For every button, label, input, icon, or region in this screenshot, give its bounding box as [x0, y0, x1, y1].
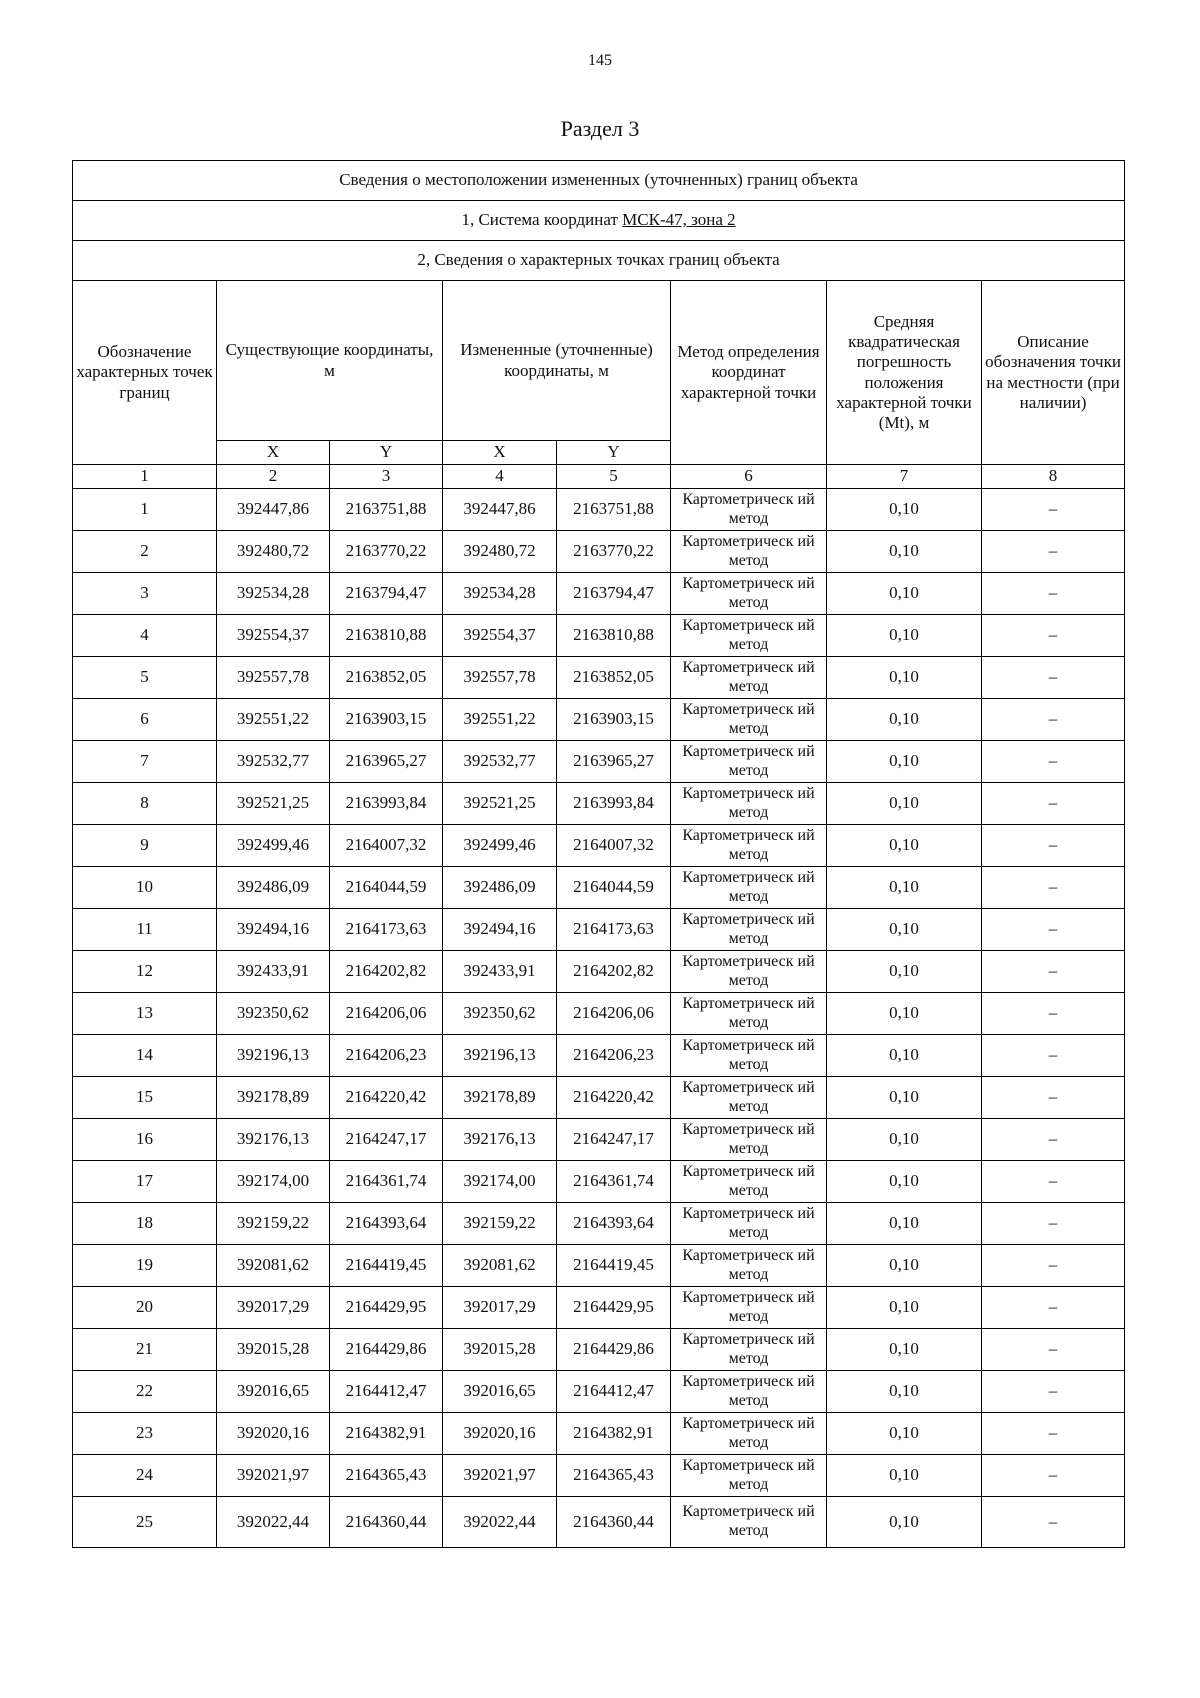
cell-changed-y: 2163993,84 — [557, 783, 671, 825]
cell-mean-error: 0,10 — [827, 489, 982, 531]
cell-existing-y: 2164007,32 — [330, 825, 443, 867]
coordinate-system-line — [73, 201, 1125, 241]
cell-method: Картометрическ ий метод — [671, 1371, 827, 1413]
cell-changed-x: 392557,78 — [443, 657, 557, 699]
cell-existing-y: 2164361,74 — [330, 1161, 443, 1203]
cell-changed-x: 392020,16 — [443, 1413, 557, 1455]
cell-method: Картометрическ ий метод — [671, 1329, 827, 1371]
cell-existing-x: 392521,25 — [217, 783, 330, 825]
cell-mean-error: 0,10 — [827, 741, 982, 783]
cell-existing-x: 392159,22 — [217, 1203, 330, 1245]
cell-existing-x: 392557,78 — [217, 657, 330, 699]
cell-existing-y: 2163770,22 — [330, 531, 443, 573]
cell-existing-y: 2164247,17 — [330, 1119, 443, 1161]
cell-point-number: 13 — [73, 993, 217, 1035]
cell-method: Картометрическ ий метод — [671, 699, 827, 741]
cell-description: – — [982, 1245, 1125, 1287]
cell-method: Картометрическ ий метод — [671, 783, 827, 825]
cell-changed-x: 392178,89 — [443, 1077, 557, 1119]
cell-changed-y: 2164206,06 — [557, 993, 671, 1035]
cell-existing-y: 2164173,63 — [330, 909, 443, 951]
column-number: 7 — [827, 465, 982, 489]
cell-existing-x: 392174,00 — [217, 1161, 330, 1203]
cell-changed-x: 392021,97 — [443, 1455, 557, 1497]
cell-existing-y: 2164044,59 — [330, 867, 443, 909]
points-caption: 2, Сведения о характерных точках границ объекта — [73, 241, 1125, 281]
table-row — [73, 1287, 1125, 1329]
cell-method: Картометрическ ий метод — [671, 531, 827, 573]
cell-description: – — [982, 615, 1125, 657]
cell-existing-x: 392176,13 — [217, 1119, 330, 1161]
cell-existing-x: 392447,86 — [217, 489, 330, 531]
cell-point-number: 17 — [73, 1161, 217, 1203]
table-row — [73, 1119, 1125, 1161]
cell-changed-x: 392350,62 — [443, 993, 557, 1035]
cell-description: – — [982, 825, 1125, 867]
cell-changed-x: 392486,09 — [443, 867, 557, 909]
cell-method: Картометрическ ий метод — [671, 1119, 827, 1161]
cell-point-number: 12 — [73, 951, 217, 993]
cell-method: Картометрическ ий метод — [671, 951, 827, 993]
table-row — [73, 993, 1125, 1035]
table-row — [73, 1413, 1125, 1455]
table-row — [73, 741, 1125, 783]
cell-existing-y: 2164365,43 — [330, 1455, 443, 1497]
cell-existing-x: 392532,77 — [217, 741, 330, 783]
cell-method: Картометрическ ий метод — [671, 1035, 827, 1077]
cell-existing-y: 2163810,88 — [330, 615, 443, 657]
cell-existing-y: 2164220,42 — [330, 1077, 443, 1119]
cell-changed-x: 392433,91 — [443, 951, 557, 993]
cell-changed-y: 2164247,17 — [557, 1119, 671, 1161]
cell-existing-y: 2163794,47 — [330, 573, 443, 615]
cell-changed-y: 2164393,64 — [557, 1203, 671, 1245]
table-row — [73, 489, 1125, 531]
header-existing-y: Y — [330, 441, 443, 465]
cell-existing-y: 2163751,88 — [330, 489, 443, 531]
table-row — [73, 1455, 1125, 1497]
cell-point-number: 4 — [73, 615, 217, 657]
cell-description: – — [982, 1035, 1125, 1077]
cell-point-number: 15 — [73, 1077, 217, 1119]
cell-mean-error: 0,10 — [827, 1287, 982, 1329]
cell-existing-x: 392017,29 — [217, 1287, 330, 1329]
cell-mean-error: 0,10 — [827, 1119, 982, 1161]
cell-changed-x: 392022,44 — [443, 1497, 557, 1548]
cell-description: – — [982, 1497, 1125, 1548]
cell-method: Картометрическ ий метод — [671, 1077, 827, 1119]
cell-mean-error: 0,10 — [827, 1413, 982, 1455]
cell-point-number: 7 — [73, 741, 217, 783]
table-row — [73, 615, 1125, 657]
cell-point-number: 6 — [73, 699, 217, 741]
cell-description: – — [982, 867, 1125, 909]
cell-mean-error: 0,10 — [827, 1329, 982, 1371]
cell-changed-x: 392480,72 — [443, 531, 557, 573]
cell-existing-x: 392350,62 — [217, 993, 330, 1035]
cell-changed-x: 392159,22 — [443, 1203, 557, 1245]
cell-mean-error: 0,10 — [827, 1455, 982, 1497]
cell-existing-y: 2164202,82 — [330, 951, 443, 993]
cell-point-number: 3 — [73, 573, 217, 615]
cell-mean-error: 0,10 — [827, 1203, 982, 1245]
column-numbers-row — [73, 465, 1125, 489]
cell-mean-error: 0,10 — [827, 783, 982, 825]
header-description: Описание обозначения точки на местности (при наличии) — [982, 281, 1125, 465]
table-row — [73, 951, 1125, 993]
cell-changed-y: 2164429,95 — [557, 1287, 671, 1329]
table-row — [73, 1371, 1125, 1413]
coordinate-system-label: 1, Система координат — [461, 210, 623, 230]
cell-changed-y: 2163794,47 — [557, 573, 671, 615]
cell-point-number: 25 — [73, 1497, 217, 1548]
cell-point-number: 8 — [73, 783, 217, 825]
cell-mean-error: 0,10 — [827, 573, 982, 615]
cell-existing-y: 2164429,86 — [330, 1329, 443, 1371]
cell-changed-x: 392534,28 — [443, 573, 557, 615]
table-row — [73, 1203, 1125, 1245]
cell-changed-y: 2164206,23 — [557, 1035, 671, 1077]
header-error: Средняя квадратическая погрешность положения характерной точки (Mt), м — [827, 281, 982, 465]
cell-mean-error: 0,10 — [827, 1161, 982, 1203]
cell-mean-error: 0,10 — [827, 1035, 982, 1077]
cell-changed-y: 2164361,74 — [557, 1161, 671, 1203]
cell-changed-y: 2163903,15 — [557, 699, 671, 741]
cell-description: – — [982, 1413, 1125, 1455]
cell-mean-error: 0,10 — [827, 867, 982, 909]
cell-existing-x: 392196,13 — [217, 1035, 330, 1077]
table-row — [73, 1077, 1125, 1119]
cell-description: – — [982, 1203, 1125, 1245]
header-changed-y: Y — [557, 441, 671, 465]
cell-point-number: 10 — [73, 867, 217, 909]
cell-description: – — [982, 1077, 1125, 1119]
cell-existing-x: 392022,44 — [217, 1497, 330, 1548]
cell-method: Картометрическ ий метод — [671, 1161, 827, 1203]
table-row — [73, 825, 1125, 867]
table-row — [73, 867, 1125, 909]
cell-mean-error: 0,10 — [827, 1245, 982, 1287]
cell-description: – — [982, 699, 1125, 741]
cell-existing-x: 392494,16 — [217, 909, 330, 951]
cell-existing-x: 392534,28 — [217, 573, 330, 615]
cell-existing-x: 392433,91 — [217, 951, 330, 993]
cell-changed-x: 392017,29 — [443, 1287, 557, 1329]
cell-changed-x: 392521,25 — [443, 783, 557, 825]
cell-changed-y: 2164044,59 — [557, 867, 671, 909]
cell-changed-x: 392494,16 — [443, 909, 557, 951]
cell-existing-x: 392551,22 — [217, 699, 330, 741]
cell-method: Картометрическ ий метод — [671, 489, 827, 531]
cell-point-number: 22 — [73, 1371, 217, 1413]
cell-point-number: 5 — [73, 657, 217, 699]
cell-existing-x: 392016,65 — [217, 1371, 330, 1413]
cell-changed-y: 2164419,45 — [557, 1245, 671, 1287]
cell-existing-x: 392554,37 — [217, 615, 330, 657]
coordinate-system-value: МСК-47, зона 2 — [622, 210, 736, 230]
cell-description: – — [982, 1161, 1125, 1203]
cell-point-number: 14 — [73, 1035, 217, 1077]
cell-existing-y: 2164206,23 — [330, 1035, 443, 1077]
cell-changed-y: 2164412,47 — [557, 1371, 671, 1413]
cell-method: Картометрическ ий метод — [671, 573, 827, 615]
cell-method: Картометрическ ий метод — [671, 993, 827, 1035]
cell-mean-error: 0,10 — [827, 825, 982, 867]
cell-changed-x: 392554,37 — [443, 615, 557, 657]
cell-mean-error: 0,10 — [827, 1077, 982, 1119]
cell-mean-error: 0,10 — [827, 531, 982, 573]
column-number: 8 — [982, 465, 1125, 489]
cell-method: Картометрическ ий метод — [671, 909, 827, 951]
cell-existing-y: 2164419,45 — [330, 1245, 443, 1287]
cell-changed-y: 2164202,82 — [557, 951, 671, 993]
cell-description: – — [982, 951, 1125, 993]
table-row — [73, 531, 1125, 573]
cell-existing-x: 392015,28 — [217, 1329, 330, 1371]
cell-existing-x: 392081,62 — [217, 1245, 330, 1287]
cell-point-number: 24 — [73, 1455, 217, 1497]
cell-existing-y: 2163993,84 — [330, 783, 443, 825]
cell-description: – — [982, 1329, 1125, 1371]
cell-point-number: 11 — [73, 909, 217, 951]
header-changed-x: X — [443, 441, 557, 465]
cell-method: Картометрическ ий метод — [671, 1413, 827, 1455]
table-row — [73, 699, 1125, 741]
cell-changed-x: 392176,13 — [443, 1119, 557, 1161]
cell-point-number: 18 — [73, 1203, 217, 1245]
cell-description: – — [982, 1455, 1125, 1497]
cell-existing-y: 2164393,64 — [330, 1203, 443, 1245]
cell-changed-x: 392551,22 — [443, 699, 557, 741]
table-row — [73, 1245, 1125, 1287]
cell-changed-x: 392447,86 — [443, 489, 557, 531]
cell-changed-y: 2164360,44 — [557, 1497, 671, 1548]
cell-existing-y: 2163852,05 — [330, 657, 443, 699]
cell-method: Картометрическ ий метод — [671, 1287, 827, 1329]
table-row — [73, 1497, 1125, 1548]
cell-method: Картометрическ ий метод — [671, 1203, 827, 1245]
cell-existing-x: 392021,97 — [217, 1455, 330, 1497]
cell-mean-error: 0,10 — [827, 699, 982, 741]
cell-mean-error: 0,10 — [827, 615, 982, 657]
cell-point-number: 16 — [73, 1119, 217, 1161]
cell-point-number: 20 — [73, 1287, 217, 1329]
cell-existing-y: 2164412,47 — [330, 1371, 443, 1413]
cell-existing-x: 392020,16 — [217, 1413, 330, 1455]
header-changed: Измененные (уточненные) координаты, м — [443, 281, 671, 441]
column-number: 2 — [217, 465, 330, 489]
cell-existing-y: 2164360,44 — [330, 1497, 443, 1548]
cell-changed-y: 2164007,32 — [557, 825, 671, 867]
cell-mean-error: 0,10 — [827, 1497, 982, 1548]
cell-changed-y: 2164382,91 — [557, 1413, 671, 1455]
cell-changed-y: 2164365,43 — [557, 1455, 671, 1497]
cell-description: – — [982, 489, 1125, 531]
column-number: 5 — [557, 465, 671, 489]
cell-mean-error: 0,10 — [827, 909, 982, 951]
cell-changed-x: 392015,28 — [443, 1329, 557, 1371]
cell-changed-y: 2163751,88 — [557, 489, 671, 531]
cell-existing-x: 392178,89 — [217, 1077, 330, 1119]
cell-mean-error: 0,10 — [827, 1371, 982, 1413]
cell-method: Картометрическ ий метод — [671, 741, 827, 783]
cell-existing-y: 2164206,06 — [330, 993, 443, 1035]
cell-description: – — [982, 741, 1125, 783]
cell-changed-y: 2164173,63 — [557, 909, 671, 951]
cell-existing-x: 392499,46 — [217, 825, 330, 867]
cell-changed-x: 392174,00 — [443, 1161, 557, 1203]
cell-changed-x: 392499,46 — [443, 825, 557, 867]
table-row — [73, 1161, 1125, 1203]
cell-method: Картометрическ ий метод — [671, 1245, 827, 1287]
cell-existing-y: 2164382,91 — [330, 1413, 443, 1455]
cell-changed-y: 2163810,88 — [557, 615, 671, 657]
section-title: Раздел 3 — [560, 116, 640, 141]
cell-method: Картометрическ ий метод — [671, 867, 827, 909]
cell-description: – — [982, 1371, 1125, 1413]
column-number: 1 — [73, 465, 217, 489]
cell-description: – — [982, 531, 1125, 573]
table-row — [73, 783, 1125, 825]
cell-description: – — [982, 909, 1125, 951]
cell-existing-x: 392486,09 — [217, 867, 330, 909]
cell-method: Картометрическ ий метод — [671, 615, 827, 657]
cell-mean-error: 0,10 — [827, 951, 982, 993]
table-row — [73, 1035, 1125, 1077]
column-number: 6 — [671, 465, 827, 489]
cell-description: – — [982, 1119, 1125, 1161]
cell-changed-y: 2163965,27 — [557, 741, 671, 783]
cell-method: Картометрическ ий метод — [671, 825, 827, 867]
header-method: Метод определения координат характерной точки — [671, 281, 827, 465]
cell-method: Картометрическ ий метод — [671, 1497, 827, 1548]
boundary-points-table — [72, 160, 1125, 1548]
cell-changed-y: 2164429,86 — [557, 1329, 671, 1371]
table-caption: Сведения о местоположении измененных (уточненных) границ объекта — [73, 161, 1125, 201]
cell-existing-x: 392480,72 — [217, 531, 330, 573]
header-existing-x: X — [217, 441, 330, 465]
cell-existing-y: 2163965,27 — [330, 741, 443, 783]
cell-existing-y: 2164429,95 — [330, 1287, 443, 1329]
cell-description: – — [982, 993, 1125, 1035]
cell-changed-x: 392081,62 — [443, 1245, 557, 1287]
cell-description: – — [982, 657, 1125, 699]
cell-changed-x: 392196,13 — [443, 1035, 557, 1077]
cell-changed-x: 392532,77 — [443, 741, 557, 783]
page-number: 145 — [588, 52, 612, 69]
cell-changed-x: 392016,65 — [443, 1371, 557, 1413]
cell-point-number: 23 — [73, 1413, 217, 1455]
column-number: 4 — [443, 465, 557, 489]
cell-mean-error: 0,10 — [827, 657, 982, 699]
cell-changed-y: 2163770,22 — [557, 531, 671, 573]
column-number: 3 — [330, 465, 443, 489]
cell-point-number: 9 — [73, 825, 217, 867]
cell-existing-y: 2163903,15 — [330, 699, 443, 741]
table-row — [73, 1329, 1125, 1371]
table-row — [73, 657, 1125, 699]
cell-point-number: 19 — [73, 1245, 217, 1287]
cell-mean-error: 0,10 — [827, 993, 982, 1035]
table-row — [73, 573, 1125, 615]
cell-description: – — [982, 783, 1125, 825]
cell-method: Картометрическ ий метод — [671, 1455, 827, 1497]
cell-changed-y: 2164220,42 — [557, 1077, 671, 1119]
cell-point-number: 1 — [73, 489, 217, 531]
cell-description: – — [982, 573, 1125, 615]
table-row — [73, 909, 1125, 951]
cell-point-number: 21 — [73, 1329, 217, 1371]
cell-point-number: 2 — [73, 531, 217, 573]
header-designation: Обозначение характерных точек границ — [73, 281, 217, 465]
header-existing: Существующие координаты, м — [217, 281, 443, 441]
cell-method: Картометрическ ий метод — [671, 657, 827, 699]
cell-changed-y: 2163852,05 — [557, 657, 671, 699]
cell-description: – — [982, 1287, 1125, 1329]
